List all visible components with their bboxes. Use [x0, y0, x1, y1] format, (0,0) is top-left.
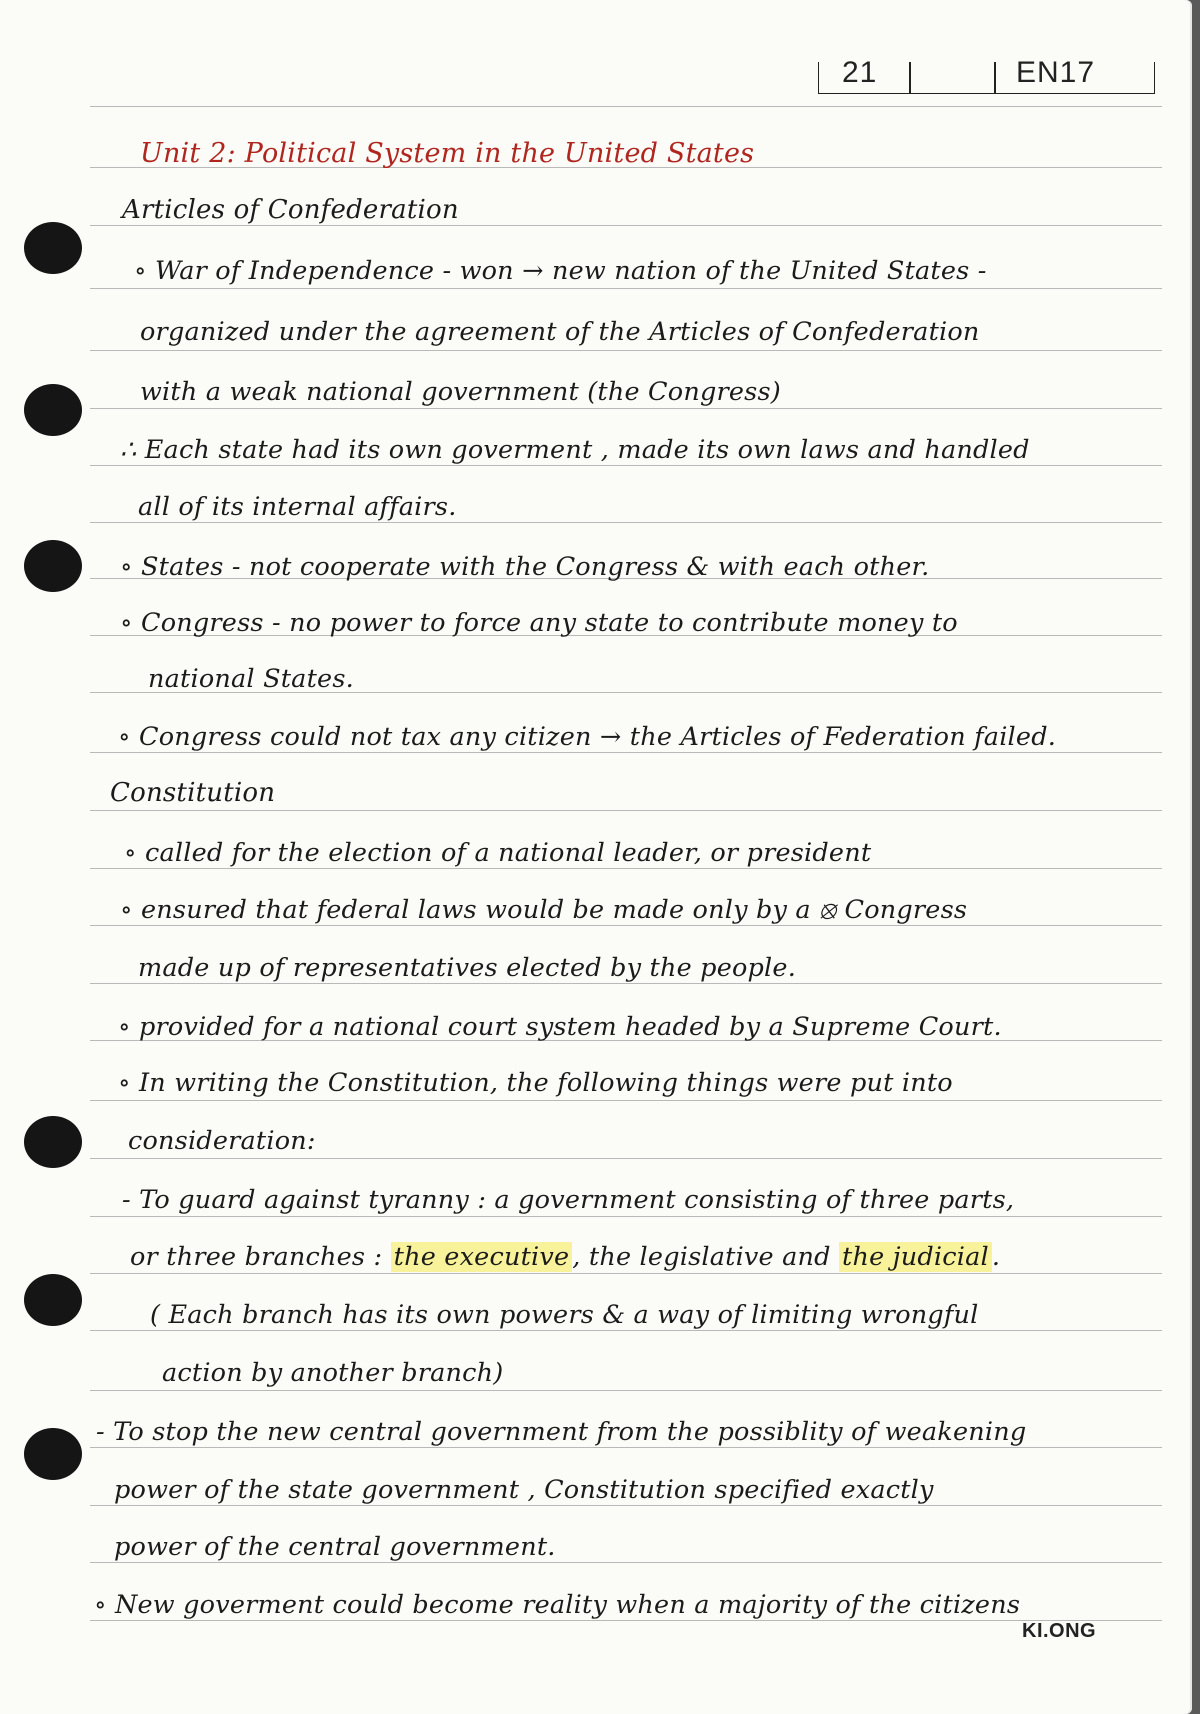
note-line: ∘ Congress - no power to force any state to contribute money to	[120, 608, 958, 638]
note-line: organized under the agreement of the Articles of Confederation	[140, 317, 980, 347]
note-line: power of the state government , Constitution specified exactly	[114, 1475, 934, 1505]
punch-hole	[24, 1116, 82, 1168]
punch-hole	[24, 540, 82, 592]
note-line: ∘ Congress could not tax any citizen → the Articles of Federation failed.	[118, 722, 1057, 752]
blank-header-box	[910, 62, 995, 94]
note-line: ( Each branch has its own powers & a way of limiting wrongful	[150, 1300, 979, 1330]
note-line: ∘ ensured that federal laws would be made only by a ⦻ Congress	[120, 895, 968, 925]
branches-line	[130, 1242, 1000, 1272]
note-line: - To stop the new central government from the possiblity of weakening	[96, 1417, 1027, 1447]
ruled-line	[90, 983, 1162, 984]
branches-middle: , the legislative and	[572, 1242, 831, 1272]
highlight-judicial: the judicial	[839, 1242, 992, 1272]
note-line: ∘ called for the election of a national leader, or president	[124, 838, 872, 868]
ruled-line	[90, 465, 1162, 466]
note-line: with a weak national government (the Congress)	[140, 377, 781, 407]
ruled-line	[90, 1330, 1162, 1331]
ruled-line	[90, 288, 1162, 289]
ruled-line	[90, 225, 1162, 226]
ruled-line	[90, 350, 1162, 351]
ruled-line	[90, 1390, 1162, 1391]
punch-hole	[24, 1428, 82, 1480]
ruled-line	[90, 106, 1162, 107]
note-line: power of the central government.	[114, 1532, 556, 1562]
punch-hole	[24, 1274, 82, 1326]
ruled-line	[90, 522, 1162, 523]
ruled-line	[90, 810, 1162, 811]
unit-title: Unit 2: Political System in the United States	[140, 138, 755, 169]
note-line: ∘ New goverment could become reality when a majority of the citizens	[94, 1590, 1021, 1620]
articles-heading: Articles of Confederation	[122, 195, 459, 225]
ruled-line	[90, 868, 1162, 869]
ruled-line	[90, 1100, 1162, 1101]
note-line: ∴ Each state had its own goverment , made its own laws and handled	[120, 435, 1030, 465]
note-line: ∘ States - not cooperate with the Congress & with each other.	[120, 552, 930, 582]
ruled-line	[90, 1620, 1162, 1621]
note-line: all of its internal affairs.	[138, 492, 457, 522]
ruled-line	[90, 1505, 1162, 1506]
watermark-logo: KI.ONG	[1022, 1620, 1097, 1642]
ruled-line	[90, 1273, 1162, 1274]
punch-hole	[24, 222, 82, 274]
course-code: EN17	[1016, 56, 1096, 89]
punch-hole	[24, 384, 82, 436]
note-line: ∘ provided for a national court system headed by a Supreme Court.	[118, 1012, 1002, 1042]
ruled-line	[90, 1562, 1162, 1563]
page-number: 21	[842, 56, 878, 89]
note-line: made up of representatives elected by the people.	[138, 953, 797, 983]
branches-prefix: or three branches :	[130, 1242, 383, 1272]
ruled-line	[90, 1216, 1162, 1217]
note-line: ∘ War of Independence - won → new nation of the United States -	[134, 256, 987, 286]
constitution-heading: Constitution	[110, 778, 276, 808]
note-line: action by another branch)	[162, 1358, 504, 1388]
note-line: ∘ In writing the Constitution, the following things were put into	[118, 1068, 953, 1098]
note-line: - To guard against tyranny : a government consisting of three parts,	[122, 1185, 1015, 1215]
ruled-line	[90, 1447, 1162, 1448]
highlight-executive: the executive	[391, 1242, 573, 1272]
ruled-line	[90, 408, 1162, 409]
ruled-line	[90, 1158, 1162, 1159]
note-line: national States.	[148, 664, 354, 694]
note-line: consideration:	[128, 1126, 316, 1156]
ruled-line	[90, 752, 1162, 753]
branches-suffix: .	[991, 1242, 1001, 1272]
